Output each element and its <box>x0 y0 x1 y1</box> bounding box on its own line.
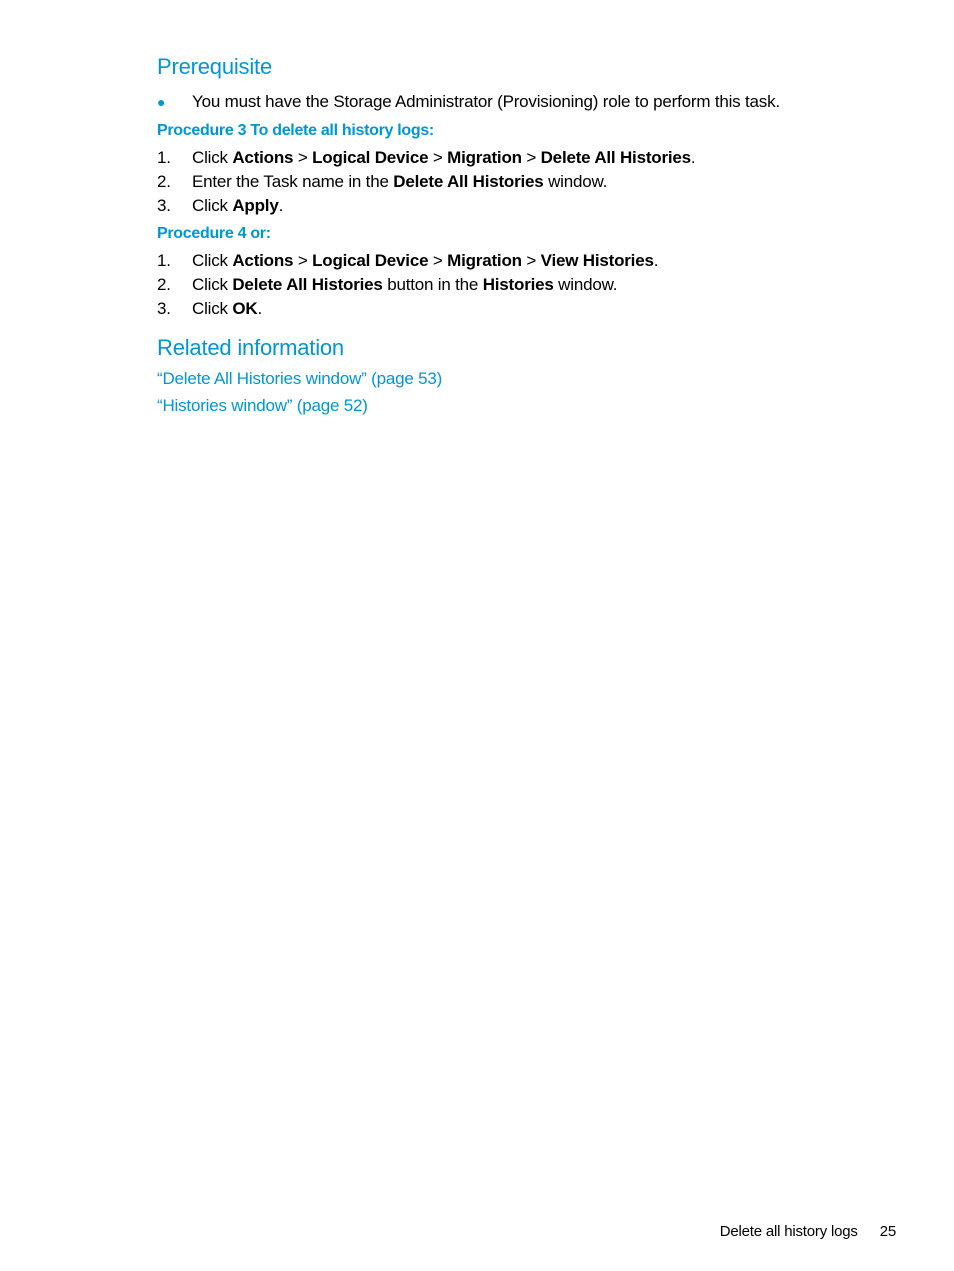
step-text: Click <box>192 148 233 167</box>
procedure-4-title: Procedure 4 or: <box>157 225 271 242</box>
procedure-4-step-1 <box>157 249 877 273</box>
separator: > <box>428 251 448 270</box>
procedure-3-title: Procedure 3 To delete all history logs: <box>157 122 434 139</box>
window-name: Histories <box>482 275 554 294</box>
step-text: window. <box>543 172 608 191</box>
step-text: Click <box>192 299 233 318</box>
step-end: . <box>278 196 284 215</box>
prerequisite-text: You must have the Storage Administrator (Provisioning) role to perform this task. <box>192 92 780 111</box>
related-link-histories-window[interactable]: “Histories window” (page 52) <box>157 396 368 415</box>
step-end: . <box>257 299 262 318</box>
menu-logical-device: Logical Device <box>312 148 429 167</box>
procedure-3-step-1 <box>157 146 877 170</box>
procedure-4-step-2 <box>157 273 877 297</box>
apply-label: Apply <box>232 196 279 215</box>
step-number: 2. <box>157 172 171 191</box>
menu-migration: Migration <box>447 148 522 167</box>
prerequisite-bullet <box>157 90 877 114</box>
separator: > <box>428 148 448 167</box>
menu-actions: Actions <box>232 251 294 270</box>
step-end: . <box>690 148 696 167</box>
bullet-icon: ● <box>157 94 166 110</box>
related-link-delete-all-histories[interactable]: “Delete All Histories window” (page 53) <box>157 369 443 388</box>
step-text: Enter the Task name in the <box>192 172 394 191</box>
step-number: 3. <box>157 196 171 215</box>
step-text: Click <box>192 196 233 215</box>
ok-label: OK <box>232 299 258 318</box>
button-name: Delete All Histories <box>232 275 383 294</box>
related-information-heading: Related information <box>157 335 344 360</box>
procedure-4-step-3 <box>157 297 877 321</box>
step-number: 1. <box>157 148 171 167</box>
menu-logical-device: Logical Device <box>312 251 429 270</box>
document-body <box>157 52 877 419</box>
menu-actions: Actions <box>232 148 294 167</box>
page-footer <box>720 1221 896 1243</box>
separator: > <box>293 251 313 270</box>
separator: > <box>521 251 541 270</box>
procedure-3-step-3 <box>157 194 877 218</box>
separator: > <box>521 148 541 167</box>
step-number: 3. <box>157 299 171 318</box>
step-text: Click <box>192 275 233 294</box>
step-end: . <box>653 251 659 270</box>
prerequisite-heading: Prerequisite <box>157 54 272 79</box>
footer-title: Delete all history logs <box>719 1223 858 1240</box>
procedure-3-step-2 <box>157 170 877 194</box>
step-number: 1. <box>157 251 171 270</box>
step-number: 2. <box>157 275 171 294</box>
separator: > <box>293 148 313 167</box>
window-name: Delete All Histories <box>393 172 544 191</box>
menu-migration: Migration <box>447 251 522 270</box>
page-number: 25 <box>879 1223 896 1240</box>
step-text: button in the <box>382 275 483 294</box>
menu-view-histories: View Histories <box>540 251 654 270</box>
menu-delete-all-histories: Delete All Histories <box>540 148 691 167</box>
step-text: window. <box>553 275 618 294</box>
step-text: Click <box>192 251 233 270</box>
